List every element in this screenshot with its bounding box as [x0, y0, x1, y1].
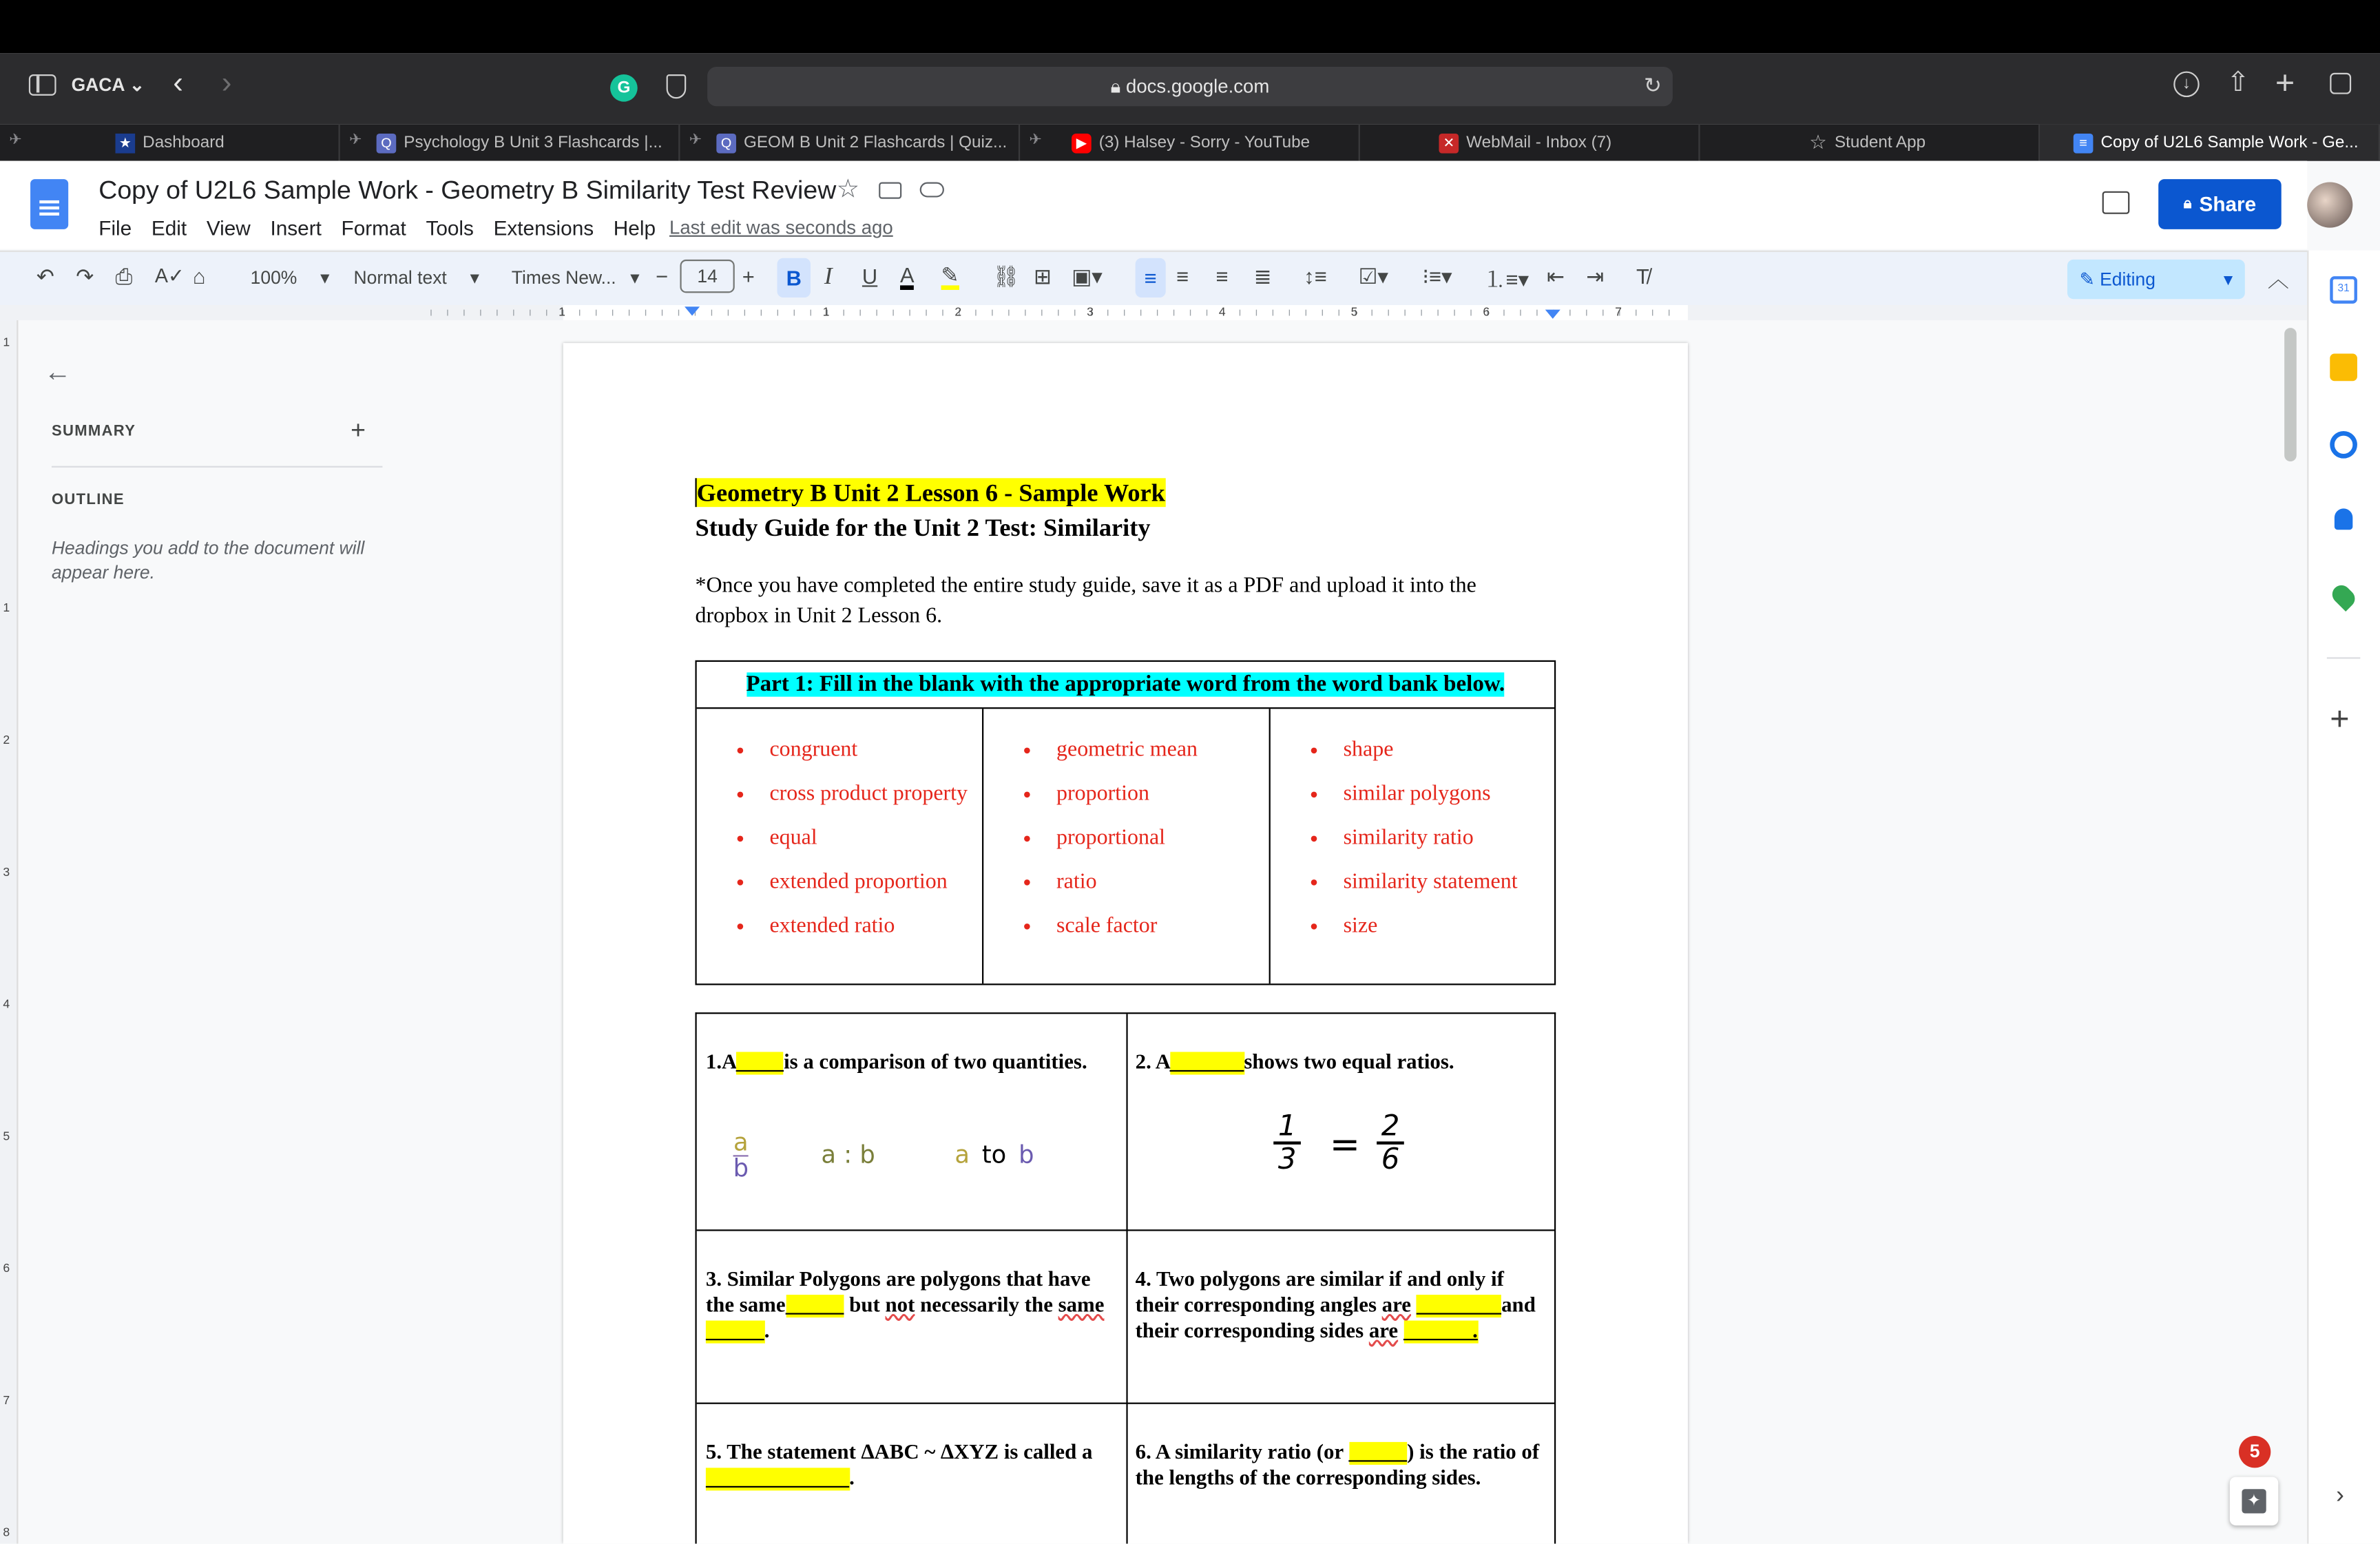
comments-icon[interactable] — [2102, 191, 2130, 214]
list-item: ● scale factor — [1026, 914, 1198, 958]
pin-icon: ✈︎ — [348, 132, 362, 149]
underline-button[interactable]: U — [862, 264, 878, 289]
ruler-num: 1 — [3, 601, 10, 615]
document-page[interactable] — [563, 343, 1688, 1543]
list-item: ● cross product property — [739, 782, 968, 826]
equal-ratios-image — [1266, 1111, 1432, 1187]
bullet-list-icon[interactable]: ⁝≡▾ — [1422, 264, 1452, 289]
ratio-notation-image — [727, 1127, 1076, 1185]
url-text: docs.google.com — [1126, 76, 1270, 98]
list-item: ● equal — [739, 826, 968, 870]
forward-icon[interactable]: › — [221, 66, 232, 101]
grammarly-icon[interactable]: G — [610, 74, 638, 102]
font-select[interactable]: Times New... ▾ — [511, 267, 640, 289]
share-button[interactable]: 🔒︎ Share — [2158, 179, 2282, 229]
numbered-list-icon[interactable]: ⒈≡▾ — [1484, 267, 1529, 292]
quizlet-icon: Q — [377, 133, 397, 153]
dashboard-icon: ★ — [116, 133, 136, 153]
docs-logo-icon[interactable] — [30, 179, 68, 229]
outline-hint: Headings you add to the document will appear here. — [51, 537, 365, 583]
ruler-num: 2 — [954, 305, 962, 319]
quizlet-icon: Q — [716, 133, 736, 153]
webmail-icon: ✕ — [1439, 133, 1459, 153]
font-size-input[interactable]: 14 — [680, 260, 734, 293]
question-1: 1.A is a comparison of two quantities. — [705, 1052, 1087, 1075]
lock-icon: 🔒︎ — [1110, 76, 1121, 98]
share-icon[interactable]: ⇧ — [2226, 66, 2250, 98]
line-spacing-icon[interactable]: ↕≡ — [1304, 264, 1327, 289]
youtube-icon: ▶ — [1072, 133, 1092, 153]
ruler-num: 5 — [3, 1129, 10, 1143]
document-heading: Geometry B Unit 2 Lesson 6 - Sample Work — [695, 478, 1165, 507]
reload-icon[interactable]: ↻ — [1644, 72, 1662, 98]
star-icon[interactable]: ☆ — [836, 174, 860, 204]
address-bar[interactable] — [707, 67, 1673, 106]
fraction-numerator: a — [733, 1127, 749, 1157]
align-right-icon[interactable]: ≡ — [1215, 264, 1229, 289]
add-summary-icon[interactable]: + — [351, 415, 366, 445]
image-icon[interactable]: ▣▾ — [1072, 264, 1103, 289]
tab-psychology[interactable]: ✈︎ Q Psychology B Unit 3 Flashcards |... — [340, 125, 680, 161]
checklist-icon[interactable]: ☑▾ — [1358, 264, 1388, 289]
new-tab-icon[interactable]: + — [2275, 63, 2295, 102]
colon-notation: a : b — [821, 1140, 875, 1169]
align-left-icon[interactable]: ≡ — [1136, 258, 1166, 298]
menu-edit[interactable]: Edit — [151, 217, 187, 240]
text-color-button[interactable]: A — [900, 264, 915, 290]
right-indent-marker[interactable] — [1545, 310, 1560, 319]
tab-youtube[interactable]: ✈︎ ▶ (3) Halsey - Sorry - YouTube — [1020, 125, 1360, 161]
outline-panel — [20, 322, 551, 625]
word-notation-b: b — [1019, 1140, 1034, 1169]
word-bank-table — [695, 660, 1556, 985]
ruler-num: 7 — [1615, 305, 1622, 319]
ruler-num: 1 — [822, 305, 830, 319]
ruler-num: 4 — [3, 997, 10, 1011]
scrollbar[interactable] — [2284, 328, 2297, 461]
list-item: ● shape — [1313, 738, 1518, 782]
list-item: ● congruent — [739, 738, 968, 782]
side-panel — [2307, 251, 2380, 1544]
expand-panel-icon[interactable]: › — [2336, 1483, 2344, 1509]
word-notation-to: to — [981, 1140, 1007, 1169]
paint-format-icon[interactable]: ⌂ — [192, 264, 206, 289]
question-4: 4. Two polygons are similar if and only if their corresponding angles are and their corresponding sides are . — [1135, 1269, 1536, 1344]
ruler-num: 6 — [1483, 305, 1490, 319]
increase-font-button[interactable]: + — [742, 264, 755, 289]
question-6: 6. A similarity ratio (or ) is the ratio of the lengths of the corresponding sides. — [1135, 1441, 1540, 1491]
zoom-select[interactable]: 100% ▾ — [250, 267, 330, 289]
word-bank-col2 — [1026, 738, 1198, 958]
word-notation-a: a — [954, 1140, 970, 1169]
left-indent-marker[interactable] — [685, 306, 700, 315]
tab-bar — [0, 125, 2380, 161]
italic-button[interactable]: I — [824, 264, 833, 290]
list-item: ● extended proportion — [739, 870, 968, 914]
increase-indent-icon[interactable]: ⇥ — [1586, 264, 1605, 289]
collapse-menu-icon[interactable]: ︿ — [2267, 267, 2289, 292]
ruler-num: 4 — [1218, 305, 1226, 319]
list-item: ● similarity statement — [1313, 870, 1518, 914]
list-item: ● extended ratio — [739, 914, 968, 958]
ruler-num: 1 — [3, 335, 10, 349]
align-center-icon[interactable]: ≡ — [1176, 264, 1189, 289]
tab-student-app[interactable]: ☆ Student App — [1700, 125, 2040, 161]
word-bank-col3 — [1313, 738, 1518, 958]
fraction-denominator: 6 — [1381, 1143, 1400, 1177]
close-outline-icon[interactable]: ← — [43, 356, 72, 388]
list-item: ● size — [1313, 914, 1518, 958]
docs-header — [0, 161, 2307, 249]
questions-table — [695, 1012, 1556, 1543]
fraction-denominator: b — [733, 1154, 749, 1182]
horizontal-ruler[interactable] — [0, 305, 2307, 320]
style-select[interactable]: Normal text ▾ — [353, 267, 479, 289]
decrease-font-button[interactable]: − — [656, 264, 669, 289]
doc-title[interactable]: Copy of U2L6 Sample Work - Geometry B Similarity Test Review — [98, 176, 837, 205]
tasks-icon[interactable] — [2330, 431, 2357, 459]
cloud-status-icon — [920, 182, 944, 197]
word-bank-col1 — [739, 738, 968, 958]
ruler-num: 5 — [1350, 305, 1358, 319]
profile-menu[interactable]: GACA ⌄ — [71, 74, 145, 96]
menu-insert[interactable]: Insert — [270, 217, 322, 240]
question-2: 2. A shows two equal ratios. — [1135, 1052, 1454, 1075]
ruler-num: 3 — [3, 865, 10, 879]
summary-label: SUMMARY — [51, 423, 136, 441]
fraction-numerator: 2 — [1377, 1111, 1404, 1144]
shield-icon[interactable] — [667, 74, 687, 98]
formatting-toolbar — [0, 251, 2307, 305]
ruler-num: 8 — [3, 1525, 10, 1539]
list-item: ● geometric mean — [1026, 738, 1198, 782]
clear-format-icon[interactable]: T̸ — [1636, 264, 1649, 289]
lock-icon: 🔒︎ — [2183, 196, 2192, 213]
menu-help[interactable]: Help — [613, 217, 656, 240]
vertical-ruler[interactable] — [0, 320, 18, 1543]
calendar-icon[interactable]: 31 — [2330, 276, 2357, 304]
contacts-icon[interactable] — [2335, 508, 2352, 530]
list-item: ● similar polygons — [1313, 782, 1518, 826]
ruler-num: 6 — [3, 1261, 10, 1275]
tab-current-doc[interactable]: ≡ Copy of U2L6 Sample Work - Ge... — [2040, 125, 2380, 161]
move-folder-icon[interactable] — [879, 182, 901, 198]
menu-extensions[interactable]: Extensions — [493, 217, 594, 240]
ruler-num: 2 — [3, 733, 10, 747]
downloads-icon[interactable]: ↓ — [2173, 72, 2199, 97]
notification-badge[interactable]: 5 — [2239, 1436, 2271, 1468]
redo-icon[interactable]: ↷ — [76, 264, 94, 289]
ruler-num: 3 — [1087, 305, 1094, 319]
question-3: 3. Similar Polygons are polygons that have the same but not necessarily the same . — [705, 1269, 1105, 1344]
document-subheading: Study Guide for the Unit 2 Test: Similarity — [695, 512, 1151, 542]
menu-bar — [98, 216, 675, 243]
link-icon[interactable]: ⛓ — [992, 264, 1020, 289]
tab-dashboard[interactable]: ✈︎ ★ Dashboard — [0, 125, 340, 161]
spellcheck-icon[interactable]: A✓ — [154, 264, 185, 287]
question-5: 5. The statement ∆ABC ~ ∆XYZ is called a . — [705, 1441, 1093, 1491]
part1-heading: Part 1: Fill in the blank with the appropriate word from the word bank below. — [746, 672, 1505, 697]
outline-label: OUTLINE — [51, 492, 125, 509]
ruler-num: 1 — [559, 305, 565, 319]
equals-sign: = — [1329, 1123, 1361, 1166]
last-edit-link[interactable]: Last edit was seconds ago — [669, 217, 893, 239]
menu-file[interactable]: File — [98, 217, 132, 240]
menu-view[interactable]: View — [206, 217, 251, 240]
menu-bar-area — [0, 0, 2380, 53]
keep-icon[interactable] — [2330, 354, 2357, 382]
avatar[interactable] — [2307, 182, 2352, 227]
fraction-denominator: 3 — [1277, 1143, 1297, 1177]
list-item: ● proportion — [1026, 782, 1198, 826]
highlight-button[interactable]: ✎ — [941, 264, 959, 290]
tab-overview-icon[interactable] — [2330, 73, 2351, 94]
maps-icon[interactable] — [2328, 581, 2359, 612]
ruler-num: 7 — [3, 1393, 10, 1408]
comment-icon[interactable]: ⊞ — [1033, 264, 1052, 289]
tab-geom[interactable]: ✈︎ Q GEOM B Unit 2 Flashcards | Quiz... — [680, 125, 1020, 161]
star-icon: ☆ — [1809, 130, 1827, 154]
list-item: ● proportional — [1026, 826, 1198, 870]
sidebar-toggle-icon[interactable] — [29, 74, 56, 96]
add-addon-icon[interactable]: + — [2330, 700, 2350, 738]
pin-icon: ✈︎ — [689, 132, 702, 149]
bold-button[interactable]: B — [777, 258, 810, 298]
tab-webmail[interactable]: ✕ WebMail - Inbox (7) — [1360, 125, 1700, 161]
undo-icon[interactable]: ↶ — [36, 264, 54, 289]
docs-icon: ≡ — [2074, 133, 2094, 153]
menu-format[interactable]: Format — [341, 217, 406, 240]
back-icon[interactable]: ‹ — [173, 66, 183, 101]
list-item: ● similarity ratio — [1313, 826, 1518, 870]
explore-icon: ✦ — [2242, 1489, 2266, 1513]
editing-mode-select[interactable]: ✎ Editing ▾ — [2067, 260, 2245, 299]
pin-icon: ✈︎ — [1029, 132, 1042, 149]
pin-icon: ✈︎ — [9, 132, 22, 149]
list-item: ● ratio — [1026, 870, 1198, 914]
print-icon[interactable]: ⎙ — [115, 264, 133, 289]
explore-button[interactable] — [2230, 1477, 2279, 1526]
justify-icon[interactable]: ≣ — [1253, 264, 1272, 289]
instructions-text: *Once you have completed the entire study guide, save it as a PDF and upload it into the dropbox in Unit 2 Lesson 6. — [695, 574, 1476, 629]
fraction-numerator: 1 — [1273, 1111, 1301, 1144]
menu-tools[interactable]: Tools — [426, 217, 474, 240]
decrease-indent-icon[interactable]: ⇤ — [1546, 264, 1565, 289]
